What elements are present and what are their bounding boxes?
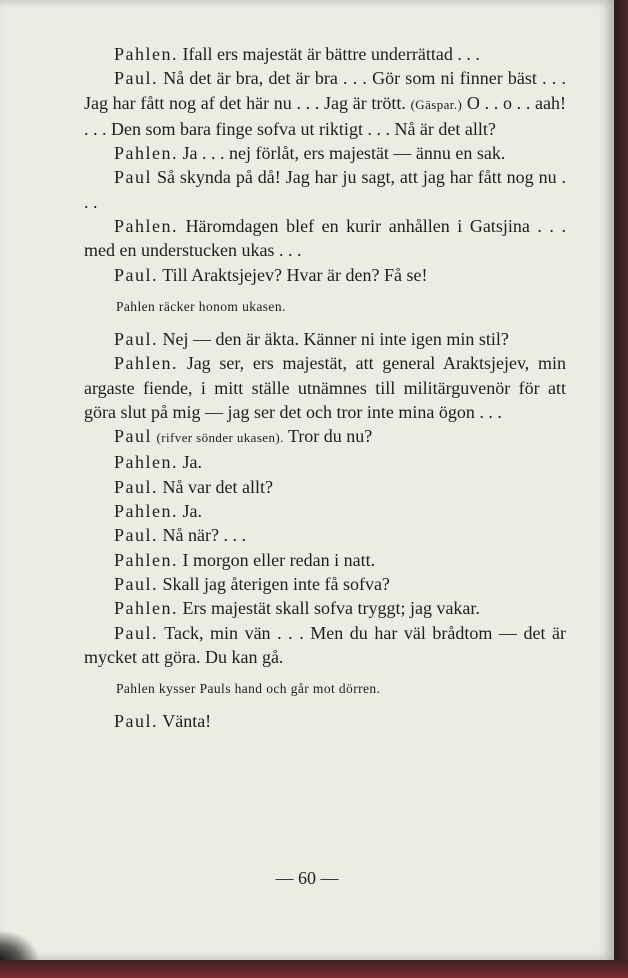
dialogue-line: [84, 499, 566, 523]
line-text: Nej — den är äkta. Känner ni inte igen min stil?: [162, 328, 509, 349]
line-text: Ja . . . nej förlåt, ers majestät — ännu en sak.: [182, 143, 506, 164]
dialogue-line: [84, 66, 566, 141]
dialogue-line: [84, 475, 566, 499]
speaker-name: Paul.: [114, 68, 159, 89]
page-number: — 60 —: [275, 868, 339, 888]
stage-direction: Pahlen räcker honom ukasen.: [116, 298, 286, 314]
speaker-name: Paul: [114, 167, 153, 188]
line-text: Vänta!: [162, 711, 212, 732]
dialogue-line: [84, 572, 566, 596]
speaker-name: Paul.: [114, 573, 159, 594]
speaker-name: Paul.: [114, 622, 159, 643]
line-text: Tack, min vän . . . Men du har väl brådtom — det är mycket att göra. Du kan gå.: [84, 622, 566, 667]
line-text: Till Araktsjejev? Hvar är den? Få se!: [162, 264, 428, 285]
line-text: Ja.: [182, 452, 202, 473]
speaker-name: Pahlen.: [114, 452, 178, 473]
speaker-name: Pahlen.: [114, 143, 178, 164]
line-text: Så skynda på då! Jag har ju sagt, att jag har fått nog nu . . .: [84, 167, 567, 212]
speaker-name: Paul.: [114, 711, 159, 732]
line-text: Ers majestät skall sofva tryggt; jag vakar.: [182, 598, 480, 619]
speaker-name: Paul.: [114, 328, 159, 349]
speaker-name: Pahlen.: [114, 501, 178, 522]
speaker-name: Pahlen.: [114, 598, 178, 619]
speaker-name: Paul.: [114, 476, 159, 497]
speaker-name: Pahlen.: [114, 353, 178, 374]
stage-direction-inline: (rifver sönder ukasen).: [156, 430, 284, 446]
line-text: Tror du nu?: [287, 426, 373, 447]
speaker-name: Pahlen.: [114, 549, 178, 570]
line-text: O . . o . . aah! . . . Den som bara finge sofva ut riktigt . . . Nå är det allt?: [84, 92, 567, 139]
speaker-name: Pahlen.: [114, 216, 178, 237]
dialogue-line: [84, 596, 566, 620]
dialogue-line: [84, 327, 566, 351]
book-edge: [614, 0, 628, 978]
line-text: Skall jag återigen inte få sofva?: [162, 573, 390, 594]
speaker-name: Paul: [114, 426, 153, 447]
line-text: Ifall ers majestät är bättre underrättad . . .: [182, 44, 480, 64]
dialogue-line: [84, 42, 566, 66]
page-text: [84, 42, 566, 733]
dialogue-line: [84, 450, 566, 474]
line-text: Ja.: [182, 501, 202, 522]
speaker-name: Pahlen.: [114, 44, 178, 64]
dialogue-line: [84, 351, 566, 424]
stage-direction-inline: (Gäspar.): [410, 96, 463, 112]
line-text: Jag ser, ers majestät, att general Araktsjejev, min argaste fiende, i mitt ställe utnämnes till militärguvenör för att göra slut på mig — jag ser det och tror inte mina ögon . . .: [84, 353, 566, 422]
speaker-name: Paul.: [114, 525, 159, 546]
line-text: Nå var det allt?: [162, 476, 273, 497]
book-cover: [0, 960, 628, 978]
dialogue-line: [84, 621, 566, 670]
dialogue-line: [84, 424, 566, 450]
dialogue-line: [84, 141, 566, 165]
dialogue-line: [84, 548, 566, 572]
line-text: Häromdagen blef en kurir anhållen i Gatsjina . . . med en understucken ukas . . .: [84, 216, 566, 261]
page-corner-shadow: [0, 930, 40, 960]
dialogue-line: [84, 263, 566, 287]
line-text: I morgon eller redan i natt.: [182, 549, 376, 570]
line-text: Nå när? . . .: [162, 525, 246, 546]
line-text: Nå det är bra, det är bra . . . Gör som ni finner bäst . . . Jag har fått nog af det här nu . . . Jag är trött.: [84, 68, 566, 113]
dialogue-line: [84, 709, 566, 733]
dialogue-line: [84, 214, 566, 263]
dialogue-line: [84, 165, 566, 214]
dialogue-line: [84, 523, 566, 547]
speaker-name: Paul.: [114, 264, 159, 285]
stage-direction: Pahlen kysser Pauls hand och går mot dörren.: [116, 681, 381, 697]
